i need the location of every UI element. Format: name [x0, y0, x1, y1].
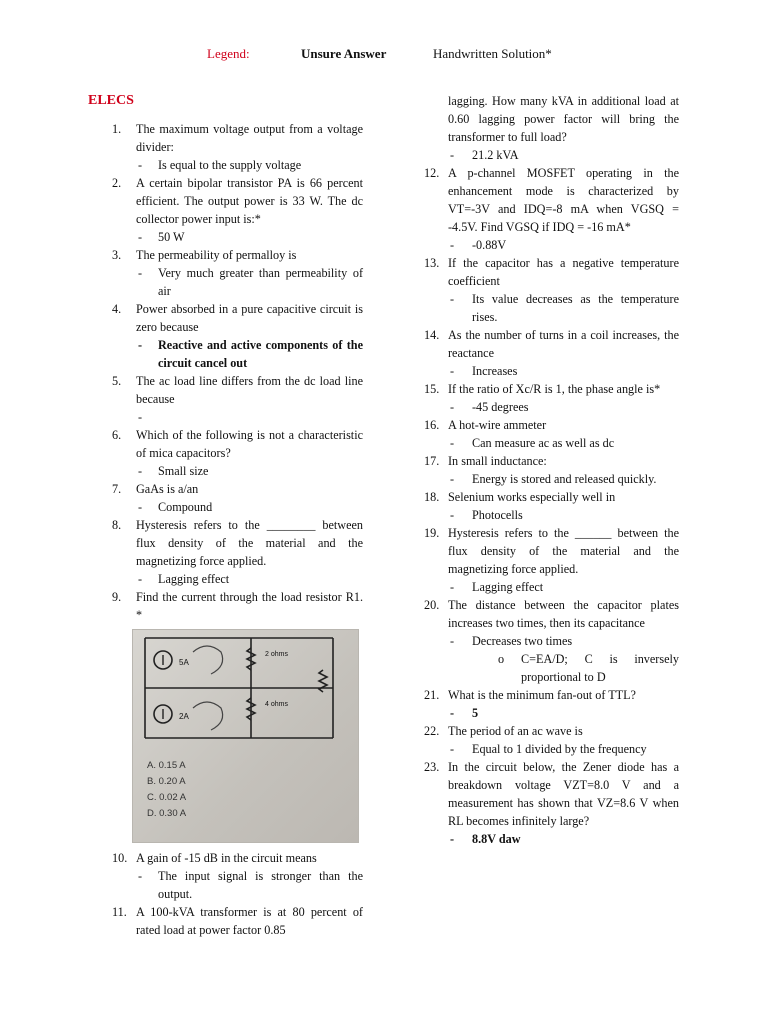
answer-choices: [147, 758, 186, 822]
question-6: 6. Which of the following is not a characteristic of mica capacitors?: [112, 428, 363, 460]
question-2: 2. A certain bipolar transistor PA is 66 percent efficient. The output power is 33 W. The dc collector power input is:*: [112, 176, 363, 226]
question-5: 5. The ac load line differs from the dc load line because: [112, 374, 363, 406]
question-20: 20. The distance between the capacitor plates increases two times, then its capacitance: [424, 598, 679, 630]
answer-20-note: o C=EA/D; C is inversely proportional to D: [498, 652, 679, 684]
answer-6: - Small size: [138, 464, 209, 478]
resistor-top-label: 2 ohms: [265, 651, 288, 658]
answer-23-unsure: - 8.8V daw: [450, 832, 521, 846]
answer-5: -: [138, 410, 143, 424]
question-9: 9. Find the current through the load resistor R1. *: [112, 590, 363, 622]
question-22: 22. The period of an ac wave is: [424, 724, 583, 738]
right-column: [422, 92, 679, 848]
answer-8: - Lagging effect: [138, 572, 230, 586]
circuit-photo: [132, 629, 359, 843]
question-21: 21. What is the minimum fan-out of TTL?: [424, 688, 636, 702]
legend-unsure-answer: Unsure Answer: [301, 46, 387, 61]
answer-7: - Compound: [138, 500, 213, 514]
choice-b: B. 0.20 A: [147, 776, 186, 787]
question-10: 10. A gain of -15 dB in the circuit means: [112, 851, 317, 865]
answer-15: - -45 degrees: [450, 400, 529, 414]
question-19: 19. Hysteresis refers to the ______ between the flux density of the material and the magnetizing force applied.: [424, 526, 679, 576]
legend-bar: [0, 45, 768, 65]
question-4: 4. Power absorbed in a pure capacitive circuit is zero because: [112, 302, 363, 334]
answer-10: - The input signal is stronger than the output.: [138, 869, 363, 901]
answer-22: - Equal to 1 divided by the frequency: [450, 742, 647, 756]
answer-2: - 50 W: [138, 230, 185, 244]
answer-12: - -0.88V: [450, 238, 507, 252]
answer-3: - Very much greater than permeability of air: [138, 266, 363, 298]
source-top-label: 5A: [179, 658, 189, 667]
question-12: 12. A p-channel MOSFET operating in the enhancement mode is characterized by VT=-3V and IDQ=-8 mA when VGSQ = -4.5V. Find VGSQ if IDQ = -16 mA*: [424, 166, 679, 234]
answer-18: - Photocells: [450, 508, 523, 522]
answer-4-unsure: - Reactive and active components of the circuit cancel out: [138, 338, 363, 370]
choice-d: D. 0.30 A: [147, 808, 187, 819]
answer-11: - 21.2 kVA: [450, 148, 519, 162]
question-3: 3. The permeability of permalloy is: [112, 248, 297, 262]
question-7: 7. GaAs is a/an: [112, 482, 199, 496]
answer-1: - Is equal to the supply voltage: [138, 158, 302, 172]
answer-20: - Decreases two times: [450, 634, 573, 648]
question-16: 16. A hot-wire ammeter: [424, 418, 547, 432]
source-bottom-label: 2A: [179, 712, 189, 721]
question-11-continued: lagging. How many kVA in additional load at 0.60 lagging power factor will bring the transformer to full load?: [448, 94, 679, 144]
left-column: [88, 92, 363, 939]
legend-label: Legend:: [207, 46, 250, 61]
answer-16: - Can measure ac as well as dc: [450, 436, 615, 450]
question-17: 17. In small inductance:: [424, 454, 547, 468]
choice-a: A. 0.15 A: [147, 760, 186, 771]
question-8: 8. Hysteresis refers to the ________ between flux density of the material and the magnetizing force applied.: [112, 518, 363, 568]
answer-19: - Lagging effect: [450, 580, 544, 594]
choice-c: C. 0.02 A: [147, 792, 187, 803]
question-13: 13. If the capacitor has a negative temperature coefficient: [424, 256, 679, 288]
answer-13: - Its value decreases as the temperature rises.: [450, 292, 679, 324]
question-14: 14. As the number of turns in a coil increases, the reactance: [424, 328, 679, 360]
answer-17: - Energy is stored and released quickly.: [450, 472, 657, 486]
question-11: 11. A 100-kVA transformer is at 80 percent of rated load at power factor 0.85: [112, 905, 363, 937]
answer-14: - Increases: [450, 364, 518, 378]
question-1: 1. The maximum voltage output from a voltage divider:: [112, 122, 363, 154]
section-heading: ELECS: [88, 93, 134, 108]
answer-21-unsure: - 5: [450, 706, 479, 720]
legend-handwritten-solution: Handwritten Solution*: [433, 46, 552, 61]
resistor-bottom-label: 4 ohms: [265, 701, 288, 708]
question-23: 23. In the circuit below, the Zener diode has a breakdown voltage VZT=8.0 V and a measurement has shown that VZ=8.6 V when RL becomes infinitely large?: [424, 760, 679, 828]
question-15: 15. If the ratio of Xc/R is 1, the phase angle is*: [424, 382, 661, 396]
question-18: 18. Selenium works especially well in: [424, 490, 616, 504]
